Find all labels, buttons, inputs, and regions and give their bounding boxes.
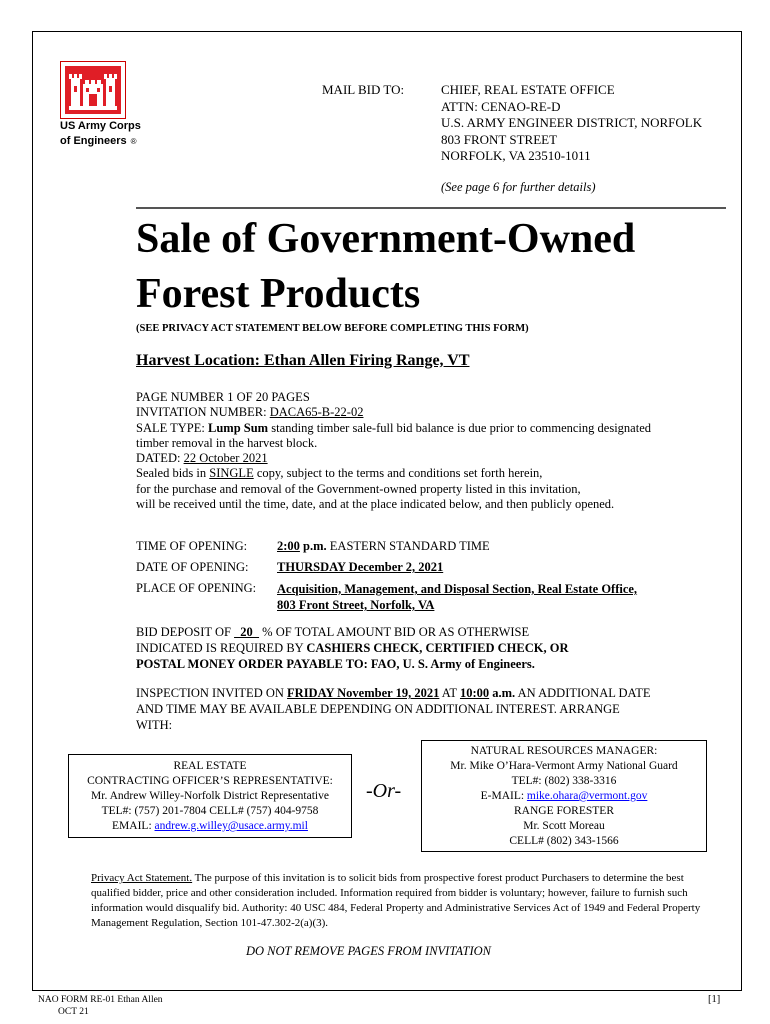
privacy-heading: Privacy Act Statement. bbox=[91, 872, 193, 884]
contact-right-line-2: Mr. Mike O’Hara-Vermont Army National Guard bbox=[450, 760, 678, 772]
form-name: NAO FORM RE-01 Ethan Allen bbox=[38, 995, 163, 1005]
inspection-line-2: AND TIME MAY BE AVAILABLE DEPENDING ON ADDITIONAL INTEREST. ARRANGE bbox=[136, 702, 620, 716]
sale-type-line-2: timber removal in the harvest block. bbox=[136, 435, 318, 450]
sealed-single: SINGLE bbox=[209, 466, 254, 481]
place-of-opening-label: PLACE OF OPENING: bbox=[136, 581, 257, 595]
contact-right-line-6: Mr. Scott Moreau bbox=[523, 820, 605, 832]
natural-resources-contact-box bbox=[421, 740, 707, 852]
real-estate-email-link[interactable]: andrew.g.willey@usace.army.mil bbox=[154, 820, 308, 832]
usace-castle-logo bbox=[60, 61, 126, 119]
header-divider bbox=[136, 207, 726, 209]
dated-value: 22 October 2021 bbox=[183, 451, 268, 466]
place-of-opening-value bbox=[277, 581, 637, 613]
contact-left-line-2: CONTRACTING OFFICER’S REPRESENTATIVE: bbox=[87, 775, 333, 787]
real-estate-contact-box bbox=[68, 754, 352, 838]
dated-line bbox=[136, 451, 736, 466]
or-separator: -Or- bbox=[366, 780, 402, 802]
contact-right-line-1: NATURAL RESOURCES MANAGER: bbox=[470, 745, 658, 757]
address-line: CHIEF, REAL ESTATE OFFICE bbox=[441, 82, 615, 97]
footer-form-info bbox=[38, 994, 163, 1018]
deposit-pre: BID DEPOSIT OF bbox=[136, 625, 235, 639]
natural-resources-email-link[interactable]: mike.ohara@vermont.gov bbox=[526, 790, 648, 802]
castle-icon bbox=[65, 66, 121, 114]
title-line-1: Sale of Government-Owned bbox=[136, 216, 636, 262]
sealed-line-3: will be received until the time, date, and at the place indicated below, and then publicly opened. bbox=[136, 497, 615, 512]
address-line: NORFOLK, VA 23510-1011 bbox=[441, 148, 591, 163]
contact-right-line-5: RANGE FORESTER bbox=[514, 805, 614, 817]
dated-label: DATED: bbox=[136, 451, 184, 466]
sale-details bbox=[136, 390, 736, 512]
contact-right-line-7: CELL# (802) 343-1566 bbox=[509, 835, 619, 847]
see-page-note: (See page 6 for further details) bbox=[441, 180, 596, 194]
contact-right-email-label: E-MAIL: bbox=[480, 790, 527, 802]
inspection-time: 10:00 bbox=[459, 686, 490, 700]
sealed-line-2: for the purchase and removal of the Government-owned property listed in this invitation, bbox=[136, 481, 581, 496]
contact-left-line-4: TEL#: (757) 201-7804 CELL# (757) 404-9758 bbox=[101, 805, 319, 817]
sealed-pre: Sealed bids in bbox=[136, 466, 210, 481]
deposit-line2-bold: CASHIERS CHECK, CERTIFIED CHECK, OR bbox=[306, 641, 569, 655]
contact-left-line-1: REAL ESTATE bbox=[173, 760, 247, 772]
sale-type-line bbox=[136, 421, 736, 436]
privacy-text: The purpose of this invitation is to solicit bids from prospective forest product Purchasers to determine the best qualified bidder, price and other consideration included. Information required from bidder is voluntary; however, failure to furnish such information would disqualify bid. Authority: 40 USC 484, Federal Property and Administrative Services Act of 1949 and Federal Property Management Regulation, Section 101-47.302-2(a)(3). bbox=[91, 872, 701, 929]
sale-type-value: Lump Sum bbox=[208, 420, 269, 435]
sale-type-rest: standing timber sale-full bid balance is due prior to commencing designated bbox=[268, 420, 651, 435]
mail-bid-label: MAIL BID TO: bbox=[322, 82, 405, 97]
time-of-opening-label: TIME OF OPENING: bbox=[136, 539, 248, 553]
sale-type-label: SALE TYPE: bbox=[136, 420, 208, 435]
inspection-info bbox=[136, 685, 650, 733]
privacy-note: (SEE PRIVACY ACT STATEMENT BELOW BEFORE COMPLETING THIS FORM) bbox=[136, 323, 529, 334]
opening-time-zone: EASTERN STANDARD TIME bbox=[326, 539, 490, 553]
deposit-post: % OF TOTAL AMOUNT BID OR AS OTHERWISE bbox=[259, 625, 530, 639]
deposit-percent: 20 bbox=[234, 625, 260, 639]
bid-deposit bbox=[136, 624, 568, 672]
invitation-label: INVITATION NUMBER: bbox=[136, 405, 270, 420]
deposit-line3: POSTAL MONEY ORDER PAYABLE TO: FAO, U. S. Army of Engineers. bbox=[136, 657, 535, 671]
invitation-number-line bbox=[136, 405, 736, 420]
sealed-post: copy, subject to the terms and conditions set forth herein, bbox=[253, 466, 543, 481]
mailing-address bbox=[441, 82, 702, 165]
agency-line-2: of Engineers bbox=[60, 135, 127, 147]
privacy-act-statement bbox=[91, 871, 716, 931]
address-line: ATTN: CENAO-RE-D bbox=[441, 98, 561, 114]
address-line: 803 FRONT STREET bbox=[441, 131, 558, 147]
place-line-2: 803 Front Street, Norfolk, VA bbox=[277, 598, 435, 612]
do-not-remove-note: DO NOT REMOVE PAGES FROM INVITATION bbox=[246, 944, 492, 958]
form-date: OCT 21 bbox=[58, 1007, 89, 1017]
registered-mark: ® bbox=[130, 137, 137, 146]
agency-name bbox=[60, 119, 141, 149]
inspection-time-suffix: a.m. bbox=[489, 686, 516, 700]
contact-left-email-label: EMAIL: bbox=[112, 820, 155, 832]
page-number: PAGE NUMBER 1 OF 20 PAGES bbox=[136, 390, 310, 404]
opening-time: 2:00 bbox=[277, 539, 300, 553]
deposit-line2-pre: INDICATED IS REQUIRED BY bbox=[136, 641, 307, 655]
agency-line-1: US Army Corps bbox=[60, 120, 141, 132]
inspection-line-3: WITH: bbox=[136, 718, 173, 732]
inspection-mid: AT bbox=[439, 686, 460, 700]
contact-left-line-3: Mr. Andrew Willey-Norfolk District Representative bbox=[91, 790, 329, 802]
opening-time-suffix: p.m. bbox=[299, 539, 327, 553]
date-of-opening-label: DATE OF OPENING: bbox=[136, 560, 249, 574]
invitation-number: DACA65-B-22-02 bbox=[269, 405, 364, 420]
title-line-2: Forest Products bbox=[136, 271, 421, 317]
document-title bbox=[136, 212, 635, 322]
address-line: U.S. ARMY ENGINEER DISTRICT, NORFOLK bbox=[441, 115, 703, 130]
inspection-date: FRIDAY November 19, 2021 bbox=[287, 686, 440, 700]
contact-right-line-3: TEL#: (802) 338-3316 bbox=[511, 775, 617, 787]
harvest-location: Harvest Location: Ethan Allen Firing Range, VT bbox=[136, 352, 470, 369]
sealed-bids-line bbox=[136, 466, 736, 481]
inspection-pre: INSPECTION INVITED ON bbox=[136, 686, 288, 700]
inspection-post: AN ADDITIONAL DATE bbox=[515, 686, 651, 700]
page-marker: [1] bbox=[708, 994, 721, 1005]
date-of-opening-value: THURSDAY December 2, 2021 bbox=[277, 560, 444, 574]
place-line-1: Acquisition, Management, and Disposal Section, Real Estate Office, bbox=[277, 582, 638, 596]
time-of-opening-value bbox=[277, 539, 490, 554]
